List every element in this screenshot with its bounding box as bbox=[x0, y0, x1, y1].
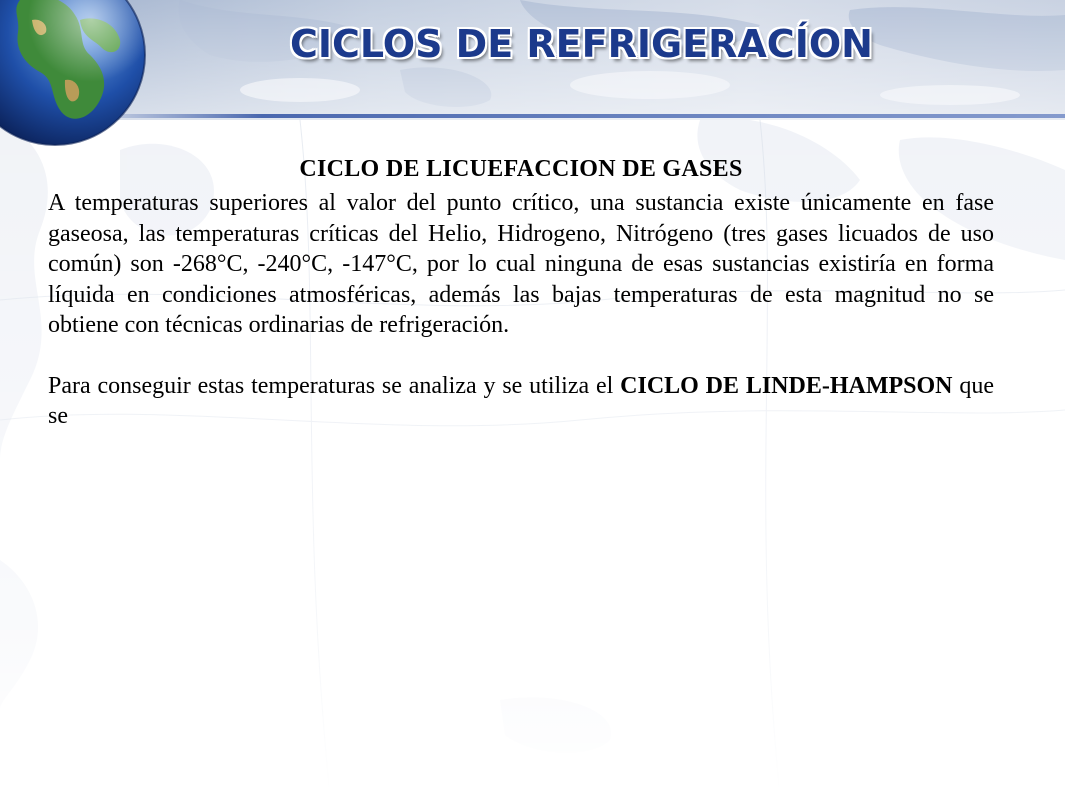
title-underline bbox=[120, 114, 1065, 118]
paragraph-linde-hampson bbox=[48, 371, 994, 432]
slide-title: CICLOS DE REFRIGERACÍON bbox=[290, 22, 873, 66]
paragraph-critical-temperatures: A temperaturas superiores al valor del punto crítico, una sustancia existe únicamente en fase gaseosa, las temperaturas críticas del Helio, Hidrogeno, Nitrógeno (tres gases licuados de uso común) son -268°C, -240°C, -147°C, por lo cual ninguna de esas sustancias existiría en forma líquida en condiciones atmosféricas, además las bajas temperaturas de esta magnitud no se obtiene con técnicas ordinarias de refrigeración. bbox=[48, 190, 994, 338]
paragraph-2-bold-term: CICLO DE LINDE-HAMPSON bbox=[620, 372, 953, 399]
paragraph-2-text-start: Para conseguir estas temperaturas se analiza y se utiliza el bbox=[48, 372, 621, 399]
globe-icon bbox=[0, 0, 150, 150]
section-heading: CICLO DE LICUEFACCION DE GASES bbox=[299, 156, 743, 182]
paragraph-2-text-end: que se bbox=[48, 372, 995, 429]
slide-content bbox=[48, 150, 994, 432]
